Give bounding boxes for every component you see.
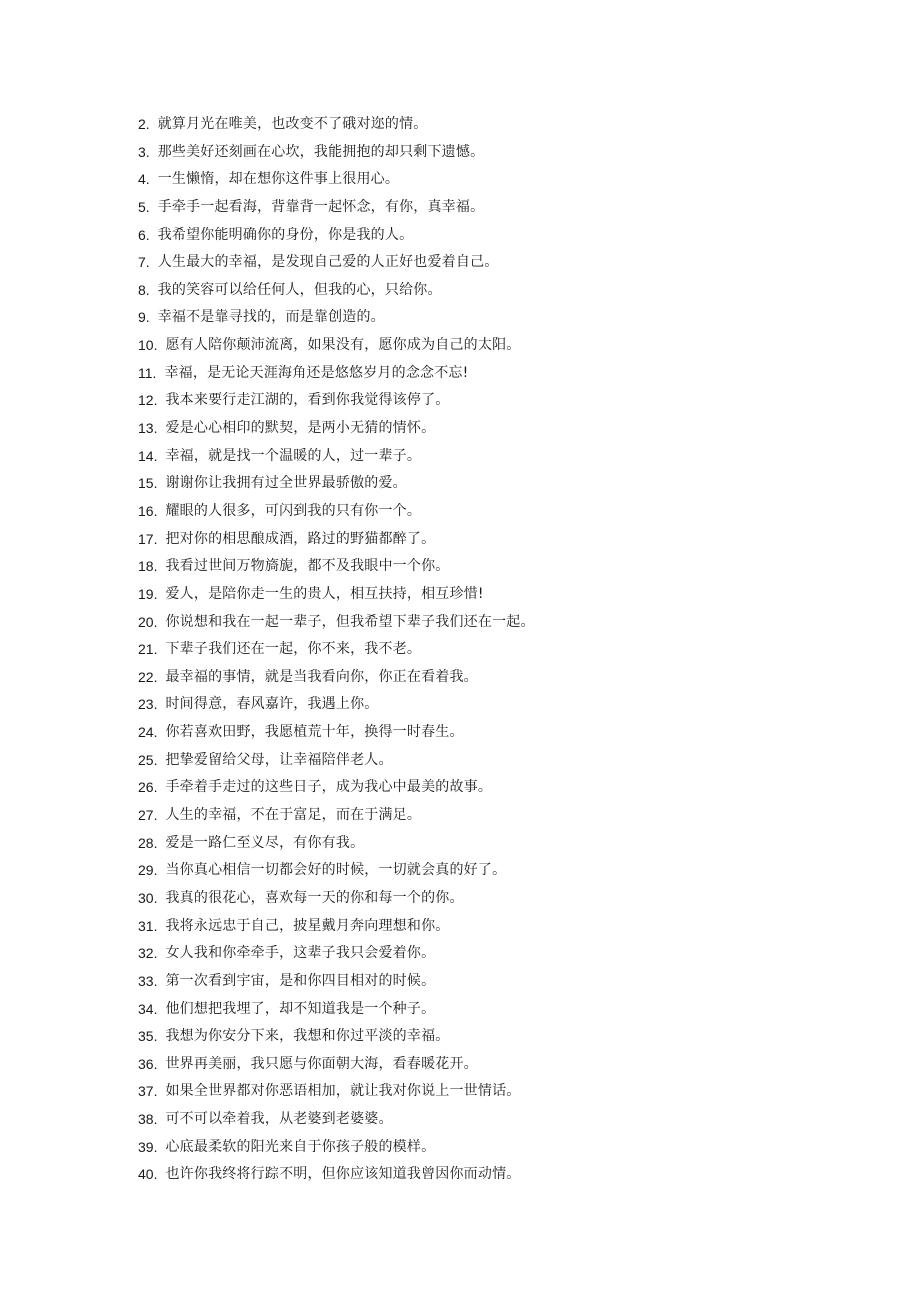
list-item bbox=[138, 360, 858, 388]
list-item-number: 12. bbox=[138, 392, 158, 409]
list-item-number: 39. bbox=[138, 1138, 158, 1155]
list-item-text: 最幸福的事情，就是当我看向你，你正在看着我。 bbox=[165, 668, 478, 685]
list-item bbox=[138, 387, 858, 415]
list-item-text: 那些美好还刻画在心坎，我能拥抱的却只剩下遗憾。 bbox=[157, 143, 485, 160]
list-item-number: 29. bbox=[138, 862, 158, 879]
list-item-number: 13. bbox=[138, 420, 158, 437]
list-item bbox=[138, 277, 858, 305]
list-item-number: 25. bbox=[138, 751, 158, 768]
list-item-number: 40. bbox=[138, 1166, 158, 1183]
list-item-number: 4. bbox=[138, 171, 150, 188]
list-item bbox=[138, 526, 858, 554]
list-item-text: 幸福，就是找一个温暖的人，过一辈子。 bbox=[165, 447, 422, 464]
list-item-text: 他们想把我埋了，却不知道我是一个种子。 bbox=[165, 1000, 436, 1017]
list-item-number: 33. bbox=[138, 972, 158, 989]
list-item-number: 16. bbox=[138, 502, 158, 519]
list-item bbox=[138, 609, 858, 637]
list-item-number: 31. bbox=[138, 917, 158, 934]
list-item bbox=[138, 222, 858, 250]
list-item bbox=[138, 1134, 858, 1162]
list-item bbox=[138, 719, 858, 747]
list-item-text: 你若喜欢田野，我愿植荒十年，换得一时春生。 bbox=[165, 724, 464, 741]
list-item-number: 32. bbox=[138, 945, 158, 962]
list-item-text: 耀眼的人很多，可闪到我的只有你一个。 bbox=[165, 502, 422, 519]
list-item bbox=[138, 996, 858, 1024]
list-item bbox=[138, 166, 858, 194]
list-item-text: 我真的很花心，喜欢每一天的你和每一个的你。 bbox=[165, 889, 464, 906]
list-item bbox=[138, 1051, 858, 1079]
list-item-number: 5. bbox=[138, 198, 150, 215]
list-item bbox=[138, 332, 858, 360]
list-item-number: 2. bbox=[138, 116, 150, 132]
list-item bbox=[138, 857, 858, 885]
list-item-number: 34. bbox=[138, 1000, 158, 1017]
list-item-text: 当你真心相信一切都会好的时候，一切就会真的好了。 bbox=[165, 862, 507, 879]
list-item-number: 19. bbox=[138, 585, 158, 602]
list-item-text: 可不可以牵着我，从老婆到老婆婆。 bbox=[165, 1111, 393, 1128]
list-item bbox=[138, 1023, 858, 1051]
list-item-text: 我希望你能明确你的身份，你是我的人。 bbox=[157, 226, 414, 243]
list-item-text: 我想为你安分下来，我想和你过平淡的幸福。 bbox=[165, 1028, 450, 1045]
list-item-text: 世界再美丽，我只愿与你面朝大海，看春暖花开。 bbox=[165, 1055, 478, 1072]
list-item-number: 22. bbox=[138, 668, 158, 685]
list-item bbox=[138, 194, 858, 222]
list-item-number: 9. bbox=[138, 309, 150, 326]
list-item bbox=[138, 747, 858, 775]
list-item-text: 心底最柔软的阳光来自于你孩子般的模样。 bbox=[165, 1138, 436, 1155]
list-item-number: 37. bbox=[138, 1083, 158, 1100]
list-item-text: 手牵着手走过的这些日子，成为我心中最美的故事。 bbox=[165, 779, 493, 796]
list-item-text: 第一次看到宇宙，是和你四目相对的时候。 bbox=[165, 972, 436, 989]
list-item-number: 23. bbox=[138, 696, 158, 713]
list-item-number: 18. bbox=[138, 558, 158, 575]
list-item-text: 如果全世界都对你恶语相加，就让我对你说上一世情话。 bbox=[165, 1083, 521, 1100]
list-item bbox=[138, 830, 858, 858]
list-item-number: 10. bbox=[138, 337, 158, 354]
list-item-number: 30. bbox=[138, 889, 158, 906]
list-item-number: 6. bbox=[138, 226, 150, 243]
list-item-number: 38. bbox=[138, 1111, 158, 1128]
list-item bbox=[138, 249, 858, 277]
list-item-number: 14. bbox=[138, 447, 158, 464]
list-item-text: 爱是心心相印的默契，是两小无猜的情怀。 bbox=[165, 420, 436, 437]
list-item bbox=[138, 553, 858, 581]
list-item-number: 3. bbox=[138, 143, 150, 160]
list-item bbox=[138, 774, 858, 802]
list-item bbox=[138, 1078, 858, 1106]
list-item bbox=[138, 1106, 858, 1134]
list-item-text: 谢谢你让我拥有过全世界最骄傲的爱。 bbox=[165, 475, 407, 492]
list-item bbox=[138, 304, 858, 332]
list-item-text: 我的笑容可以给任何人，但我的心，只给你。 bbox=[157, 281, 442, 298]
list-item-number: 17. bbox=[138, 530, 158, 547]
list-item bbox=[138, 581, 858, 609]
list-item-text: 幸福，是无论天涯海角还是悠悠岁月的念念不忘! bbox=[164, 364, 469, 381]
list-item-text: 我看过世间万物旖旎，都不及我眼中一个你。 bbox=[165, 558, 450, 575]
list-item-number: 24. bbox=[138, 724, 158, 741]
list-item-number: 15. bbox=[138, 475, 158, 492]
list-item bbox=[138, 470, 858, 498]
list-item-text: 人生的幸福，不在于富足，而在于满足。 bbox=[165, 807, 422, 824]
list-item-number: 36. bbox=[138, 1055, 158, 1072]
list-item bbox=[138, 636, 858, 664]
list-item bbox=[138, 940, 858, 968]
list-item-text: 下辈子我们还在一起，你不来，我不老。 bbox=[165, 641, 422, 658]
list-item-number: 20. bbox=[138, 613, 158, 630]
list-item bbox=[138, 498, 858, 526]
list-item bbox=[138, 443, 858, 471]
list-item-number: 11. bbox=[138, 364, 157, 381]
list-item-text: 手牵手一起看海，背靠背一起怀念，有你，真幸福。 bbox=[157, 198, 485, 215]
list-item bbox=[138, 691, 858, 719]
list-item-number: 27. bbox=[138, 807, 158, 824]
list-item-text: 把挚爱留给父母，让幸福陪伴老人。 bbox=[165, 751, 393, 768]
list-item-text: 我本来要行走江湖的，看到你我觉得该停了。 bbox=[165, 392, 450, 409]
numbered-list bbox=[138, 111, 858, 1189]
list-item-number: 35. bbox=[138, 1028, 158, 1045]
list-item bbox=[138, 968, 858, 996]
list-item-text: 把对你的相思酿成酒，路过的野猫都醉了。 bbox=[165, 530, 436, 547]
list-item bbox=[138, 415, 858, 443]
list-item-text: 时间得意，春风嘉许，我遇上你。 bbox=[165, 696, 379, 713]
list-item bbox=[138, 802, 858, 830]
list-item-number: 28. bbox=[138, 834, 158, 851]
list-item bbox=[138, 1161, 858, 1189]
list-item-text: 愿有人陪你颠沛流离，如果没有，愿你成为自己的太阳。 bbox=[165, 337, 521, 354]
list-item-text: 人生最大的幸福，是发现自己爱的人正好也爱着自己。 bbox=[157, 254, 499, 271]
list-item-text: 爱是一路仁至义尽，有你有我。 bbox=[165, 834, 365, 851]
list-item-text: 爱人，是陪你走一生的贵人，相互扶持，相互珍惜! bbox=[165, 585, 484, 602]
list-item bbox=[138, 885, 858, 913]
list-item-text: 幸福不是靠寻找的，而是靠创造的。 bbox=[157, 309, 385, 326]
list-item-number: 26. bbox=[138, 779, 158, 796]
list-item-text: 女人我和你牵牵手，这辈子我只会爱着你。 bbox=[165, 945, 436, 962]
list-item-text: 也许你我终将行踪不明，但你应该知道我曾因你而动情。 bbox=[165, 1166, 521, 1183]
list-item bbox=[138, 139, 858, 167]
list-item-text: 我将永远忠于自己，披星戴月奔向理想和你。 bbox=[165, 917, 450, 934]
list-item-text: 你说想和我在一起一辈子，但我希望下辈子我们还在一起。 bbox=[165, 613, 535, 630]
list-item bbox=[138, 111, 858, 139]
list-item-text: 就算月光在唯美，也改变不了硪对迩的情。 bbox=[157, 116, 428, 132]
list-item bbox=[138, 664, 858, 692]
list-item-text: 一生懒惰，却在想你这件事上很用心。 bbox=[157, 171, 400, 188]
list-item-number: 21. bbox=[138, 641, 158, 658]
list-item-number: 8. bbox=[138, 281, 150, 298]
list-item bbox=[138, 913, 858, 941]
list-item-number: 7. bbox=[138, 254, 150, 271]
